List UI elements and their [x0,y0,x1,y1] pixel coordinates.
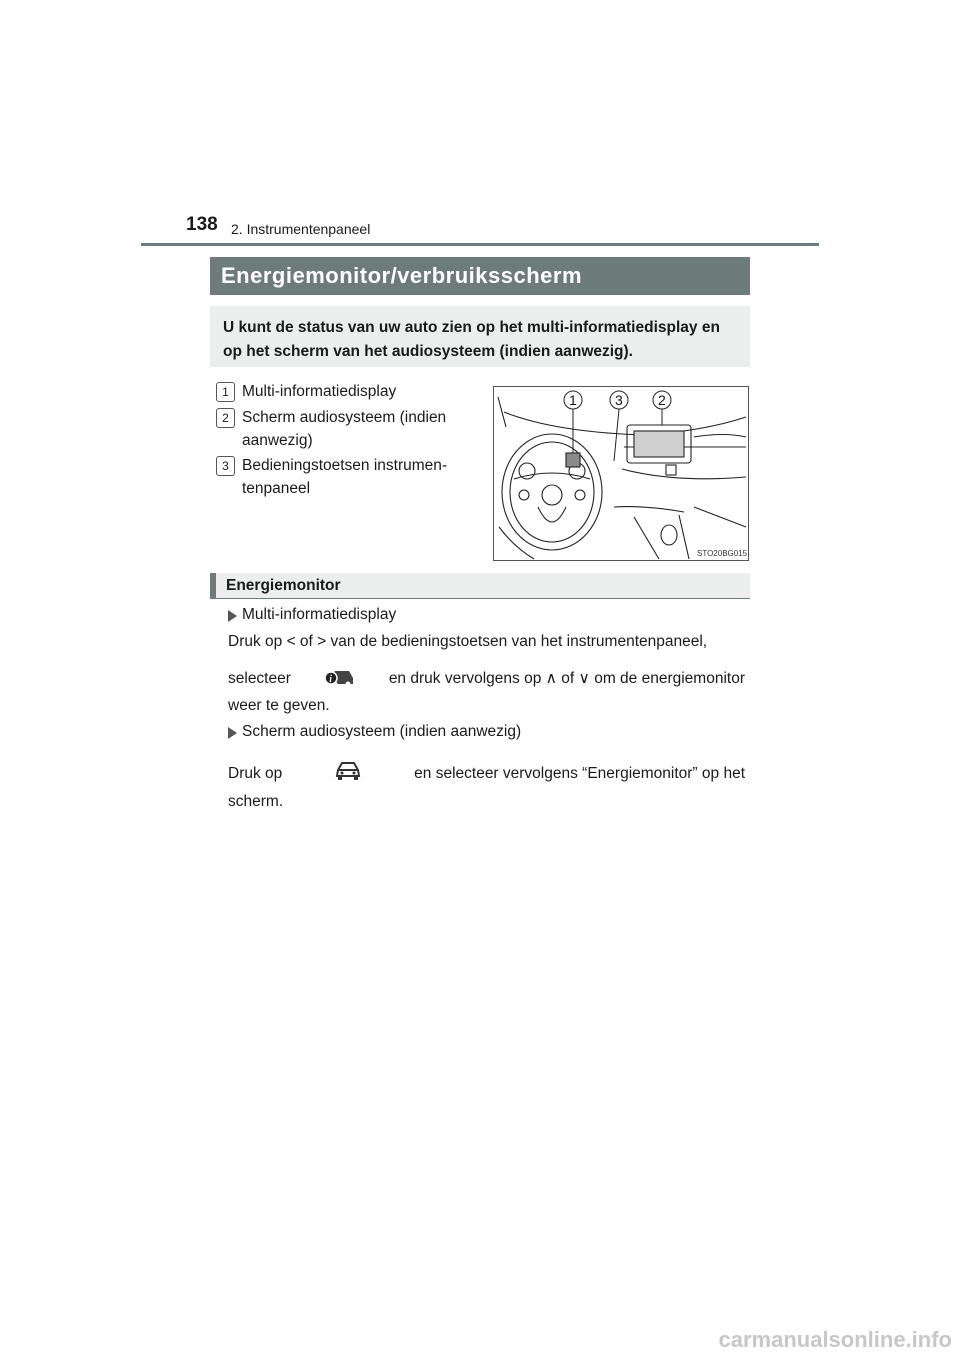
title-bar [210,257,750,295]
list-item-label: Multi-informatiedisplay [242,383,397,400]
dashboard-illustration [493,386,749,561]
triangle-bullet-icon [228,610,237,622]
subsection-header [210,573,750,599]
callout-label: 2 [658,392,666,408]
car-info-icon [323,664,357,693]
figure-code: STO20BG015 [697,549,748,558]
paragraph-line: scherm. [228,793,284,810]
paragraph-line [228,664,745,693]
chapter-title: 2. Instrumentenpaneel [231,221,371,237]
callout-label: 1 [569,392,577,408]
subsection-title: Energiemonitor [226,577,341,594]
page-number: 138 [186,214,218,235]
section-title: Energiemonitor/verbruiksscherm [221,263,583,288]
callout-number: 3 [216,456,235,476]
list-item-label: Bedieningstoetsen instrumen-tenpaneel [242,457,448,497]
callout-number: 2 [216,408,235,428]
svg-text:i: i [329,674,332,685]
bullet-text: Multi-informatiedisplay [242,606,397,623]
list-item-label: Scherm audiosysteem (indien aanwezig) [242,409,447,449]
paragraph-line [228,760,745,787]
intro-text: U kunt de status van uw auto zien op het multi-informatiedisplay en op het scherm van het audiosysteem (indien aanwezig). [223,319,720,360]
text-run: en selecteer vervolgens “Energiemonitor” op het [414,764,745,782]
callout-label: 3 [615,392,623,408]
text-run: en druk vervolgens op ∧ of ∨ om de energiemonitor [388,670,745,687]
paragraph-line: weer te geven. [228,697,330,714]
bullet-text: Scherm audiosysteem (indien aanwezig) [242,723,522,740]
watermark: carmanualsonline.info [718,1327,952,1352]
callout-number: 1 [216,382,235,402]
header-rule [141,243,819,246]
text-run: selecteer [228,669,291,687]
triangle-bullet-icon [228,727,237,739]
dashboard-drawing [494,387,748,560]
intro-box [210,306,750,367]
paragraph-line: Druk op < of > van de bedieningstoetsen van het instrumentenpaneel, [228,633,708,650]
text-run: Druk op [228,764,283,782]
car-icon [334,760,362,787]
